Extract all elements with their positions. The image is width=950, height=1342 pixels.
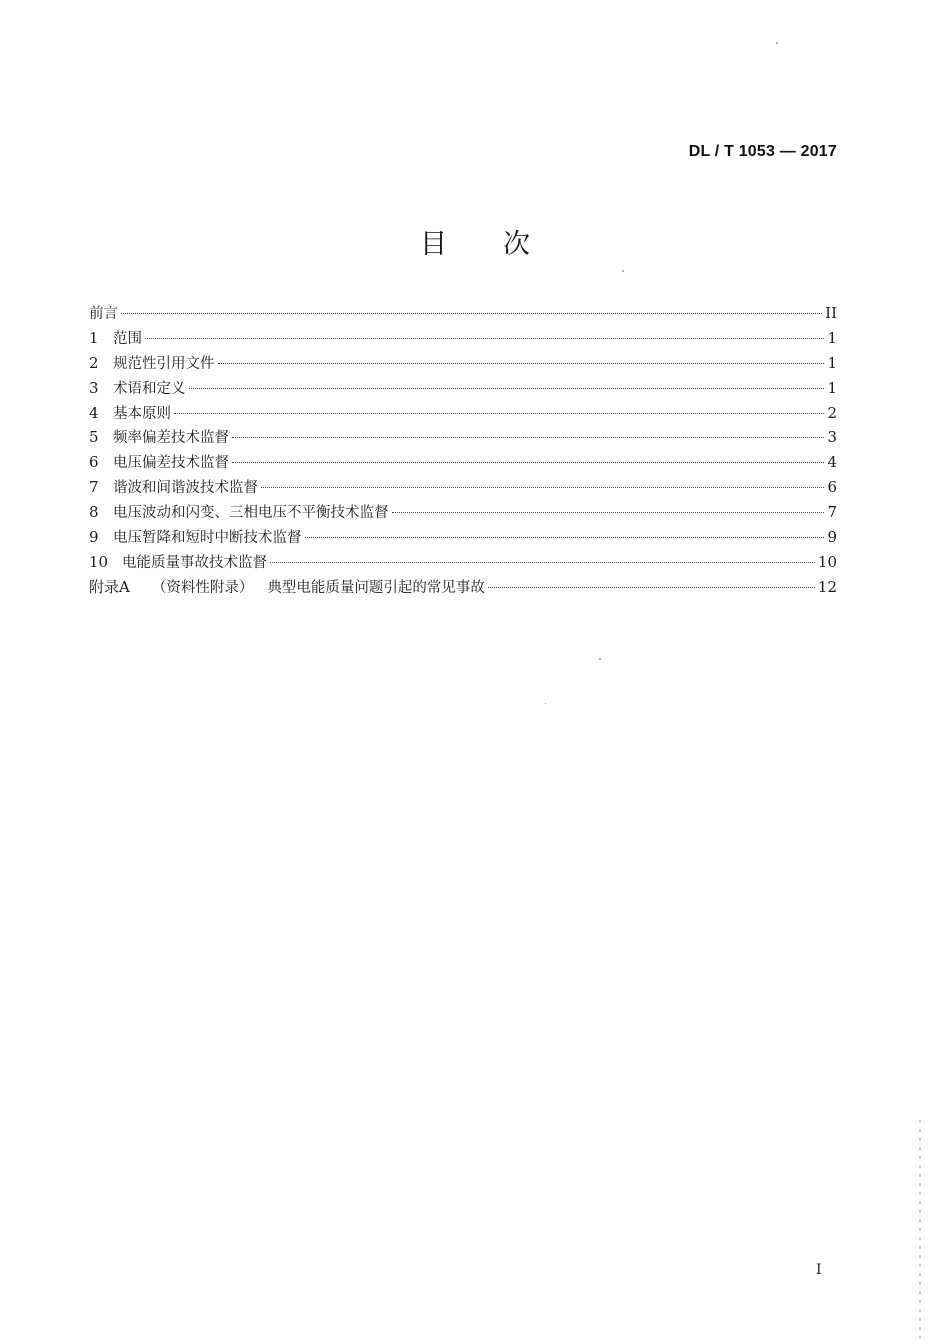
toc-page-number: II [825,304,837,322]
toc-section-number: 3 [89,378,99,397]
toc-label: 基本原则 [113,405,171,422]
toc-entry-3[interactable] [89,376,837,401]
toc-section-number: 10 [89,552,109,571]
toc-section-number: 9 [89,528,99,547]
toc-label: 电压偏差技术监督 [113,455,229,472]
toc-appendix-number: 附录A [89,577,130,596]
scan-speck [545,703,546,704]
toc-entry-foreword[interactable] [89,301,837,326]
toc-page-number: 1 [827,328,837,347]
toc-page-number: 9 [827,528,837,547]
toc-page-number: 1 [827,378,837,397]
toc-label: 术语和定义 [113,380,186,397]
toc-section-number: 8 [89,503,99,522]
toc-leader-dots [232,437,824,438]
toc-entry-5[interactable] [89,425,837,450]
table-of-contents [89,301,837,600]
toc-page-number: 10 [817,552,837,571]
toc-page-number: 4 [827,453,837,472]
toc-label: 前言 [89,306,118,322]
document-code: DL / T 1053 — 2017 [688,143,837,160]
toc-label: 规范性引用文件 [113,355,215,372]
scan-speck [776,42,778,44]
toc-label: 谐波和间谐波技术监督 [113,480,258,497]
toc-label: 电压暂降和短时中断技术监督 [113,530,302,547]
toc-appendix-note: （资料性附录） [151,579,254,596]
toc-leader-dots [145,338,824,339]
toc-entry-6[interactable] [89,450,837,475]
toc-page-number: 3 [827,428,837,447]
toc-leader-dots [174,413,824,414]
toc-leader-dots [232,462,824,463]
toc-section-number: 6 [89,453,99,472]
toc-leader-dots [270,562,815,563]
toc-section-number: 1 [89,328,99,347]
toc-section-number: 7 [89,478,99,497]
toc-entry-8[interactable] [89,500,837,525]
toc-entry-4[interactable] [89,401,837,426]
toc-entry-2[interactable] [89,351,837,376]
scan-speck [599,658,601,660]
toc-leader-dots [392,512,825,513]
toc-leader-dots [121,313,822,314]
page-number: I [816,1262,822,1278]
toc-leader-dots [488,587,815,588]
toc-leader-dots [261,487,824,488]
page-title: 目次 [420,229,586,260]
toc-section-number: 2 [89,353,99,372]
toc-label: 范围 [113,330,142,347]
toc-section-number: 4 [89,403,99,422]
toc-label: 电能质量事故技术监督 [122,554,267,571]
toc-entry-1[interactable] [89,326,837,351]
scan-edge-artifact [919,1120,921,1342]
toc-entry-9[interactable] [89,525,837,550]
toc-page-number: 2 [827,403,837,422]
toc-leader-dots [305,537,825,538]
toc-entry-10[interactable] [89,550,837,575]
toc-entry-appendix-a[interactable] [89,575,837,600]
toc-label: 电压波动和闪变、三相电压不平衡技术监督 [113,505,389,522]
toc-page-number: 6 [827,478,837,497]
toc-page-number: 1 [827,353,837,372]
toc-page-number: 12 [817,577,837,596]
toc-entry-7[interactable] [89,475,837,500]
scan-speck [622,270,624,272]
toc-label: 典型电能质量问题引起的常见事故 [267,579,485,596]
toc-leader-dots [218,363,825,364]
toc-page-number: 7 [827,503,837,522]
toc-leader-dots [189,388,825,389]
toc-section-number: 5 [89,428,99,447]
toc-label: 频率偏差技术监督 [113,430,229,447]
